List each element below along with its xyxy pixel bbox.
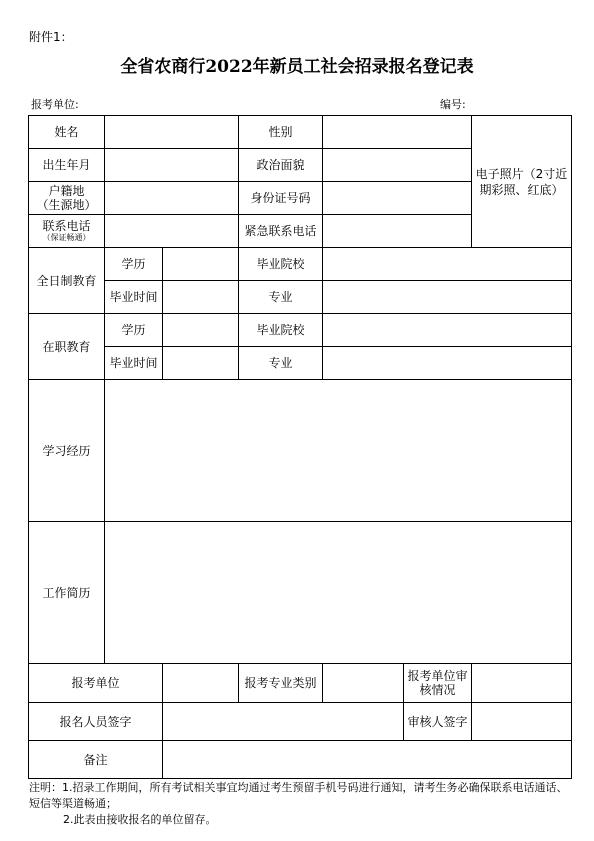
inservice-school-label: 毕业院校 [239, 314, 323, 347]
reviewer-signature-label: 审核人签字 [404, 703, 472, 741]
attachment-label: 附件1： [29, 30, 73, 44]
birth-field[interactable] [105, 149, 239, 182]
notes-section [29, 780, 574, 828]
fulltime-degree-field[interactable] [163, 248, 239, 281]
fulltime-education-label: 全日制教育 [29, 248, 105, 314]
serial-number-label: 编号: [440, 98, 466, 111]
note-line-1: 注明：1.招录工作期间，所有考试相关事宜均通过考生预留手机号码进行通知，请考生务必确保联系电话通话、短信等渠道畅通； [29, 781, 568, 810]
political-status-label: 政治面貌 [239, 149, 323, 182]
reviewer-signature-field[interactable] [472, 703, 572, 741]
apply-unit-field[interactable] [163, 664, 239, 703]
emergency-phone-label: 紧急联系电话 [239, 215, 323, 248]
birth-label: 出生年月 [29, 149, 105, 182]
phone-field[interactable] [105, 215, 239, 248]
study-history-label: 学习经历 [29, 380, 105, 522]
unit-review-label: 报考单位审核情况 [404, 664, 472, 703]
applicant-signature-label: 报名人员签字 [29, 703, 163, 741]
fulltime-major-field[interactable] [323, 281, 572, 314]
fulltime-major-label: 专业 [239, 281, 323, 314]
hukou-label: 户籍地 [48, 184, 85, 198]
inservice-degree-field[interactable] [163, 314, 239, 347]
note-line-2: 2.此表由接收报名的单位留存。 [63, 813, 217, 826]
name-field[interactable] [105, 116, 239, 149]
form-title: 全省农商行2022年新员工社会招录报名登记表 [120, 57, 474, 77]
fulltime-grad-time-label: 毕业时间 [105, 281, 163, 314]
remarks-field[interactable] [163, 741, 572, 779]
phone-sub-label: （保证畅通） [42, 233, 91, 242]
id-number-label: 身份证号码 [239, 182, 323, 215]
work-history-field[interactable] [105, 522, 572, 664]
apply-unit-label: 报考单位 [29, 664, 163, 703]
fulltime-school-field[interactable] [323, 248, 572, 281]
unit-review-field[interactable] [472, 664, 572, 703]
inservice-grad-time-field[interactable] [163, 347, 239, 380]
inservice-degree-label: 学历 [105, 314, 163, 347]
photo-label: 电子照片（2寸近期彩照、红底） [475, 166, 568, 197]
fulltime-degree-label: 学历 [105, 248, 163, 281]
inservice-school-field[interactable] [323, 314, 572, 347]
gender-field[interactable] [323, 116, 472, 149]
name-label: 姓名 [29, 116, 105, 149]
id-number-field[interactable] [323, 182, 472, 215]
fulltime-grad-time-field[interactable] [163, 281, 239, 314]
phone-label: 联系电话 [42, 219, 91, 233]
hukou-label-cell [29, 182, 105, 215]
apply-unit-header-label: 报考单位: [31, 98, 79, 111]
phone-label-cell [29, 215, 105, 248]
applicant-signature-field[interactable] [163, 703, 404, 741]
inservice-grad-time-label: 毕业时间 [105, 347, 163, 380]
work-history-label: 工作简历 [29, 522, 105, 664]
inservice-major-field[interactable] [323, 347, 572, 380]
gender-label: 性别 [239, 116, 323, 149]
apply-category-label: 报考专业类别 [239, 664, 323, 703]
hukou-field[interactable] [105, 182, 239, 215]
emergency-phone-field[interactable] [323, 215, 472, 248]
hukou-sub-label: （生源地） [36, 198, 97, 212]
remarks-label: 备注 [29, 741, 163, 779]
registration-form-table [28, 115, 572, 779]
photo-cell[interactable] [472, 116, 572, 248]
inservice-major-label: 专业 [239, 347, 323, 380]
political-status-field[interactable] [323, 149, 472, 182]
apply-category-field[interactable] [323, 664, 404, 703]
inservice-education-label: 在职教育 [29, 314, 105, 380]
fulltime-school-label: 毕业院校 [239, 248, 323, 281]
study-history-field[interactable] [105, 380, 572, 522]
